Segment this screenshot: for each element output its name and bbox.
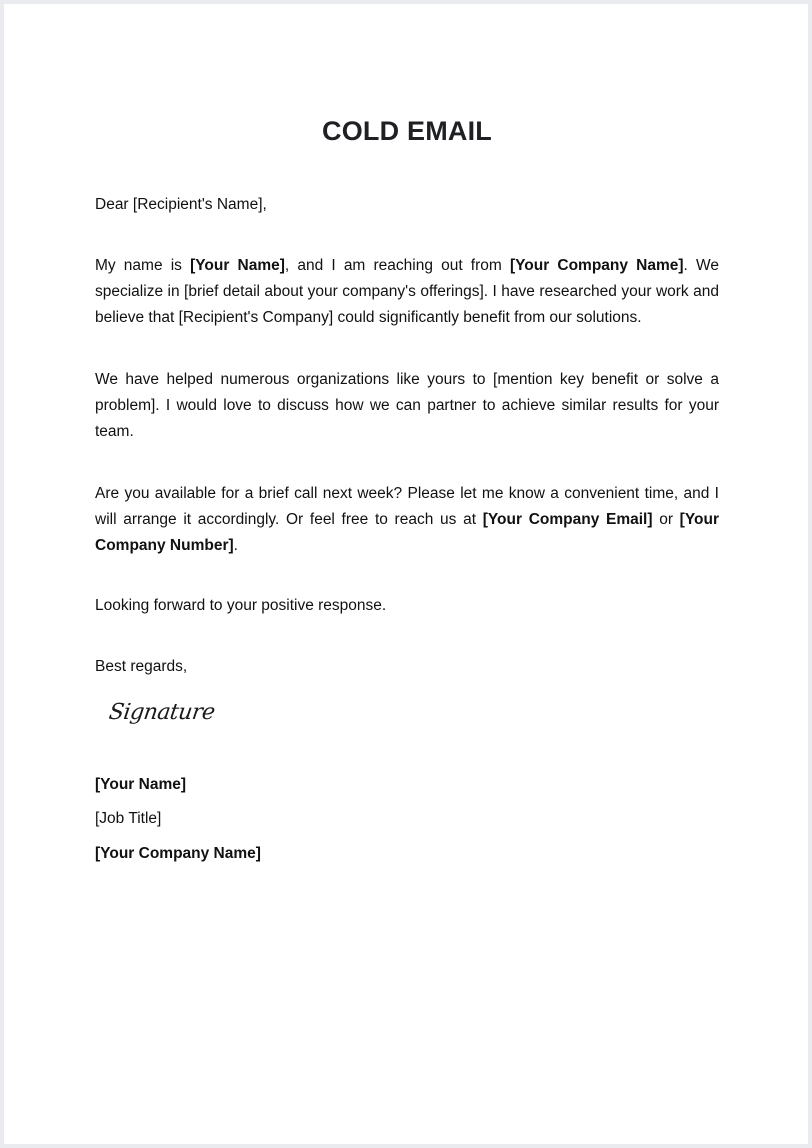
cta-text-3: . [233, 537, 238, 555]
cta-company-email: [Your Company Email] [482, 511, 653, 529]
handwritten-signature: Signature [107, 700, 217, 725]
intro-text-3: . We specialize in [brief detail about your company's offerings]. I have researched your work and believe that [Recipient's Company] could significantly benefit from our solutions. [95, 257, 719, 327]
paragraph-introduction [95, 253, 719, 332]
intro-text-2: , and I am reaching out from [284, 257, 510, 274]
intro-company-name: [Your Company Name] [509, 257, 684, 274]
sender-company: [Your Company Name] [95, 845, 261, 862]
paragraph-looking-forward: Looking forward to your positive response. [95, 597, 387, 614]
intro-text-1: My name is [95, 257, 191, 274]
cta-text-2: or [652, 511, 680, 529]
paragraph-call-to-action [95, 481, 719, 560]
cta-company-number: [Your Company Number] [95, 511, 719, 555]
intro-your-name: [Your Name] [190, 257, 285, 274]
sender-job-title: [Job Title] [95, 810, 162, 827]
document-page [4, 4, 808, 1144]
document-title: COLD EMAIL [322, 116, 492, 146]
cta-text-1: Are you available for a brief call next week? Please let me know a convenient time, and I will arrange it accordingly. Or feel free to reach us at [95, 485, 719, 529]
sender-name: [Your Name] [95, 776, 187, 793]
paragraph-value-proposition: We have helped numerous organizations like yours to [mention key benefit or solve a problem]. I would love to discuss how we can partner to achieve similar results for your team. [95, 371, 719, 441]
closing-salutation: Best regards, [95, 658, 188, 675]
greeting: Dear [Recipient's Name], [95, 196, 267, 213]
